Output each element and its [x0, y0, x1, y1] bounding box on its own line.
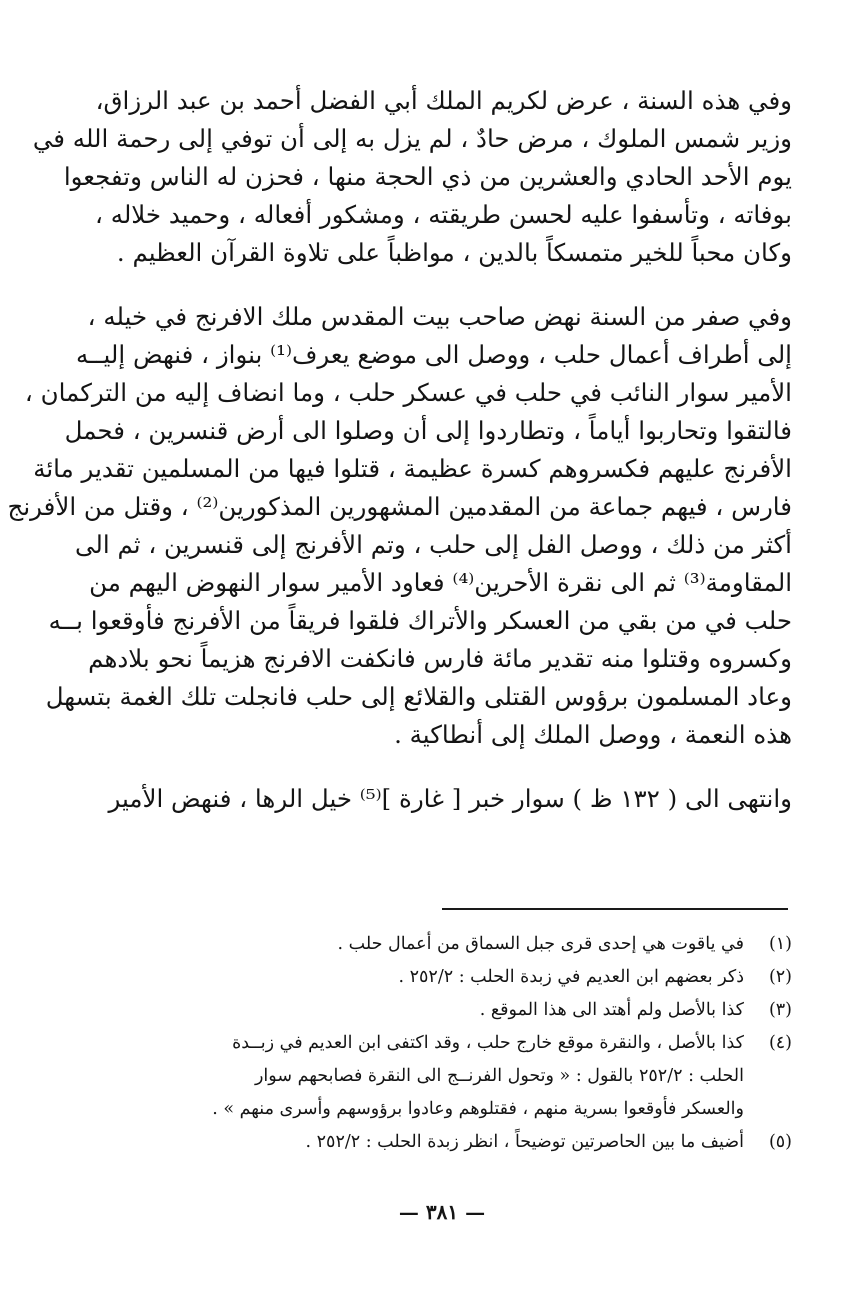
text-line: الأفرنج عليهم فكسروهم كسرة عظيمة ، قتلوا فيها من المسلمين تقدير مائة — [33, 454, 792, 483]
text-line: وعاد المسلمون برؤوس القتلى والقلائع إلى حلب فانجلت تلك الغمة بتسهل — [45, 682, 792, 711]
book-page — [7, 72, 792, 1272]
text-line: وانتهى الى ( ١٣٢ ظ ) سوار خبر [ غارة ]⁽⁵⁾ خيل الرها ، فنهض الأمير — [108, 784, 792, 813]
footnotes — [92, 928, 792, 1159]
footnote-number: (١) — [768, 934, 792, 954]
footnote-number: (٥) — [768, 1132, 792, 1152]
footnote-text: ذكر بعضهم ابن العديم في زبدة الحلب : ٢٥٢/٢ . — [398, 967, 744, 987]
footnote-1 — [92, 928, 792, 961]
text-line: هذه النعمة ، ووصل الملك إلى أنطاكية . — [394, 720, 792, 749]
text-line: فارس ، فيهم جماعة من المقدمين المشهورين المذكورين⁽²⁾ ، وقتل من الأفرنج — [7, 492, 792, 521]
text-line: إلى أطراف أعمال حلب ، ووصل الى موضع يعرف⁽¹⁾ بنواز ، فنهض إليــه — [76, 340, 792, 369]
text-line: فالتقوا وتحاربوا أياماً ، وتطاردوا إلى أن وصلوا الى أرض قنسرين ، فحمل — [64, 416, 792, 445]
text-line: يوم الأحد الحادي والعشرين من ذي الحجة منها ، فحزن له الناس وتفجعوا — [63, 162, 792, 191]
text-line: حلب في من بقي من العسكر والأتراك فلقوا فريقاً من الأفرنج فأوقعوا بــه — [48, 606, 792, 635]
text-line: المقاومة⁽³⁾ ثم الى نقرة الأحرين⁽⁴⁾ فعاود الأمير سوار النهوض اليهم من — [89, 568, 792, 597]
footnote-text: أضيف ما بين الحاصرتين توضيحاً ، انظر زبدة الحلب : ٢٥٢/٢ . — [305, 1132, 744, 1152]
footnote-text: الحلب : ٢٥٢/٢ بالقول : « وتحول الفرنــج الى النقرة فصابحهم سوار — [254, 1066, 744, 1086]
footnote-text: كذا بالأصل ، والنقرة موقع خارج حلب ، وقد اكتفى ابن العديم في زبــدة — [232, 1033, 744, 1053]
text-line: وكسروه وقتلوا منه تقدير مائة فارس فانكفت الافرنج هزيماً نحو بلادهم — [88, 644, 792, 673]
paragraph-3 — [92, 780, 792, 818]
footnote-number: (٤) — [768, 1033, 792, 1053]
footnote-4 — [92, 1027, 792, 1126]
text-line: وكان محباً للخير متمسكاً بالدين ، مواظباً على تلاوة القرآن العظيم . — [116, 238, 792, 267]
text-line: وفي هذه السنة ، عرض لكريم الملك أبي الفضل أحمد بن عبد الرزاق، — [95, 86, 792, 115]
footnote-text: كذا بالأصل ولم أهتد الى هذا الموقع . — [479, 1000, 744, 1020]
paragraph-2 — [7, 298, 792, 754]
text-line: أكثر من ذلك ، ووصل الفل إلى حلب ، وتم الأفرنج إلى قنسرين ، ثم الى — [74, 530, 792, 559]
footnote-5 — [92, 1126, 792, 1159]
main-text — [7, 82, 792, 818]
text-line: وزير شمس الملوك ، مرض حادٌ ، لم يزل به إلى أن توفي إلى رحمة الله في — [32, 124, 792, 153]
footnote-number: (٢) — [768, 967, 792, 987]
footnote-divider — [442, 908, 788, 910]
text-line: وفي صفر من السنة نهض صاحب بيت المقدس ملك الافرنج في خيله ، — [87, 302, 792, 331]
footnote-number: (٣) — [768, 1000, 792, 1020]
footnote-3 — [92, 994, 792, 1027]
text-line: الأمير سوار النائب في حلب في عسكر حلب ، وما انضاف إليه من التركمان ، — [24, 378, 792, 407]
footnote-text: في ياقوت هي إحدى قرى جبل السماق من أعمال حلب . — [337, 934, 744, 954]
paragraph-1 — [32, 82, 792, 272]
page-number: — ٣٨١ — — [398, 1200, 486, 1224]
text-line: بوفاته ، وتأسفوا عليه لحسن طريقته ، ومشكور أفعاله ، وحميد خلاله ، — [95, 200, 792, 229]
footnote-text: والعسكر فأوقعوا بسرية منهم ، فقتلوهم وعادوا برؤوسهم وأسرى منهم » . — [212, 1099, 744, 1119]
footnote-2 — [92, 961, 792, 994]
